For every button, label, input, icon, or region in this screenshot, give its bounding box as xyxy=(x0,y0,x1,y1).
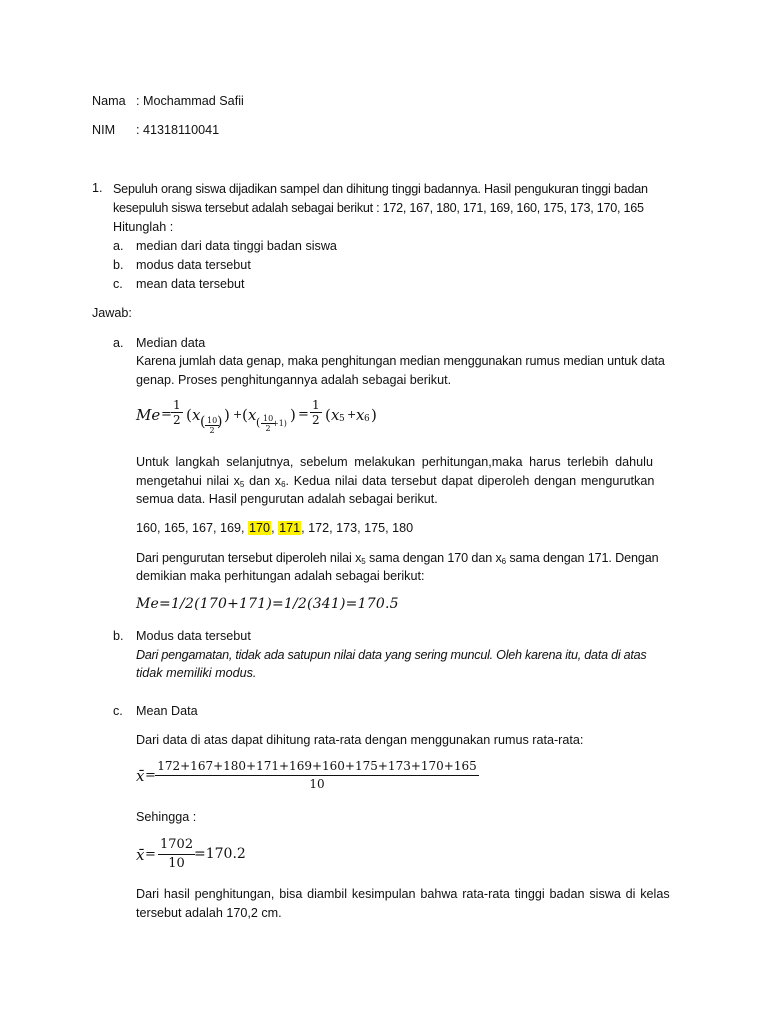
question-line-2: kesepuluh siswa tersebut adalah sebagai berikut : 172, 167, 180, 171, 169, 160, 175, 173, 170, 165 xyxy=(113,201,644,215)
part-a-letter: a. xyxy=(113,336,124,350)
mean-result-value: =170.2 xyxy=(194,846,246,862)
part-c-line-1: Dari data di atas dapat dihitung rata-rata dengan menggunakan rumus rata-rata: xyxy=(136,733,584,747)
sorted-data: 160, 165, 167, 169, 170, 171, 172, 173, 175, 180 xyxy=(136,521,414,535)
part-a-paragraph-1-line-2: genap. Proses penghitungannya adalah sebagai berikut. xyxy=(136,373,452,387)
part-a-title: Median data xyxy=(136,336,206,350)
question-item-letter: b. xyxy=(113,258,124,272)
part-b-line-2: tidak memiliki modus. xyxy=(136,666,257,680)
conclusion-line-1: Dari hasil penghitungan, bisa diambil kesimpulan bahwa rata-rata tinggi badan siswa di kelas xyxy=(136,887,670,901)
highlight-x6: 171 xyxy=(279,521,301,535)
question-item-letter: a. xyxy=(113,239,124,253)
part-b-title: Modus data tersebut xyxy=(136,629,251,643)
highlight-x5: 170 xyxy=(249,521,271,535)
conclusion-line-2: tersebut adalah 170,2 cm. xyxy=(136,906,282,920)
question-item-letter: c. xyxy=(113,277,123,291)
mean-result-denominator: 10 xyxy=(168,856,185,871)
nim-label: NIM xyxy=(92,123,116,137)
part-a-paragraph-2-line-3: semua data. Hasil pengurutan adalah sebagai berikut. xyxy=(136,492,438,506)
nim-value: : 41318110041 xyxy=(136,123,220,137)
median-result-formula: Me=1/2(170+171)=1/2(341)=170.5 xyxy=(136,596,399,612)
part-a-paragraph-1-line-1: Karena jumlah data genap, maka penghitungan median menggunakan rumus median untuk data xyxy=(136,354,665,368)
question-line-1: Sepuluh orang siswa dijadikan sampel dan dihitung tinggi badannya. Hasil pengukuran tinggi badan xyxy=(113,182,648,196)
mean-numerator: 172+167+180+171+169+160+175+173+170+165 xyxy=(155,758,479,776)
answer-label: Jawab: xyxy=(92,306,132,320)
part-a-paragraph-2-line-1: Untuk langkah selanjutnya, sebelum melakukan perhitungan,maka harus terlebih dahulu xyxy=(136,455,653,469)
part-a-paragraph-3-line-1: Dari pengurutan tersebut diperoleh nilai $x_5$ sama dengan 170 dan $x_6$ sama dengan 171. Dengan xyxy=(136,551,659,566)
name-value: : Mochammad Safii xyxy=(136,94,244,108)
mean-denominator: 10 xyxy=(309,777,325,791)
part-b-letter: b. xyxy=(113,629,124,643)
question-number: 1. xyxy=(92,181,103,195)
question-item-text: mean data tersebut xyxy=(136,277,245,291)
question-item-text: modus data tersebut xyxy=(136,258,251,272)
part-b-line-1: Dari pengamatan, tidak ada satupun nilai data yang sering muncul. Oleh karena itu, data di atas xyxy=(136,648,647,662)
question-item-text: median dari data tinggi badan siswa xyxy=(136,239,337,253)
mean-result-numerator: 1702 xyxy=(158,836,195,855)
name-label: Nama xyxy=(92,94,126,108)
part-c-letter: c. xyxy=(113,704,123,718)
part-a-paragraph-3-line-2: demikian maka perhitungan adalah sebagai berikut: xyxy=(136,569,425,583)
part-a-paragraph-2-line-2: mengetahui nilai $x_5$ dan $x_6$. Kedua nilai data tersebut dapat diperoleh dengan mengurutkan xyxy=(136,474,655,489)
question-line-3: Hitunglah : xyxy=(113,220,174,234)
sehingga-label: Sehingga : xyxy=(136,810,197,824)
part-c-title: Mean Data xyxy=(136,704,198,718)
